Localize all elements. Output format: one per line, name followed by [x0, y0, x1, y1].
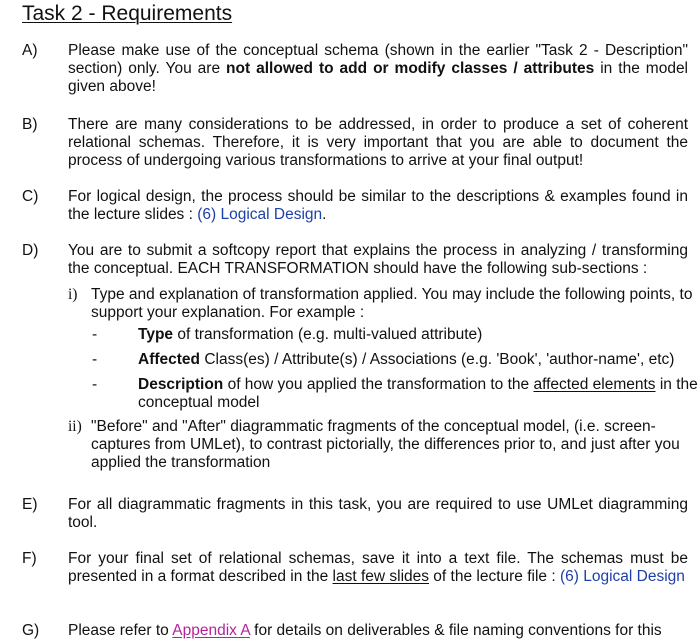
bold-emphasis: not allowed to add or modify classes / attributes — [226, 60, 595, 77]
requirement-g-text — [68, 622, 688, 640]
dash-marker: - — [92, 376, 98, 393]
roman-numeral: ii) — [68, 418, 82, 435]
appendix-a-link[interactable]: Appendix A — [172, 622, 250, 639]
bullet-text — [138, 351, 700, 369]
requirement-letter: F) — [22, 550, 37, 567]
dash-marker: - — [92, 326, 98, 343]
logical-design-link[interactable]: (6) Logical Design — [197, 206, 323, 223]
requirement-g-clipped — [22, 620, 692, 639]
requirement-f-text — [68, 550, 688, 586]
text-span: For your final set of relational schemas, save it into a text file. The schemas must be presented in a format described in the — [68, 550, 688, 585]
requirement-b-text: There are many considerations to be addressed, in order to produce a set of coherent relational schemas. Therefore, it is very important that you are able to document the process of undergoing various transformations to arrive at your final output! — [68, 116, 688, 169]
text-span: Please make use of the conceptual schema (shown in the earlier "Task 2 - Description" section) only. You are — [68, 42, 688, 77]
text-span: in the model given above! — [68, 60, 689, 95]
bold-emphasis: Description — [138, 376, 224, 393]
requirement-e-text: For all diagrammatic fragments in this task, you are required to use UMLet diagramming tool. — [68, 496, 688, 531]
roman-numeral: i) — [68, 286, 78, 303]
text-span: of how you applied the transformation to the — [223, 376, 534, 393]
logical-design-link[interactable]: (6) Logical Design — [559, 568, 685, 585]
sub-item-i-text: Type and explanation of transformation applied. You may include the following points, to support your explanation. For example : — [91, 286, 693, 321]
text-span: of the lecture file : — [429, 568, 560, 585]
requirement-letter: D) — [22, 242, 39, 259]
text-span: in the conceptual model — [138, 376, 698, 411]
text-span: . — [322, 206, 327, 223]
requirement-d-text: You are to submit a softcopy report that explains the process in analyzing / transforming the conceptual. EACH TRANSFORMATION should have the following sub-sections : — [68, 242, 688, 277]
bold-emphasis: Affected — [138, 351, 201, 368]
requirement-letter: G) — [22, 622, 40, 639]
text-span: of transformation (e.g. multi-valued attribute) — [173, 326, 483, 343]
underlined-text: affected elements — [533, 376, 656, 393]
bullet-text — [138, 376, 700, 412]
text-span: Class(es) / Attribute(s) / Associations (e.g. 'Book', 'author-name', etc) — [200, 351, 675, 368]
requirement-letter: E) — [22, 496, 38, 513]
text-span: For logical design, the process should be similar to the descriptions & examples found in the lecture slides : — [68, 188, 688, 223]
requirement-a-text — [68, 42, 688, 96]
page-title: Task 2 - Requirements — [22, 2, 233, 25]
text-span: Please refer to — [68, 622, 173, 639]
requirement-letter: B) — [22, 116, 38, 133]
requirement-c-text — [68, 188, 688, 224]
requirement-letter: A) — [22, 42, 38, 59]
text-span: for details on deliverables & file naming conventions for this — [249, 622, 662, 639]
dash-marker: - — [92, 351, 98, 368]
underlined-text: last few slides — [332, 568, 429, 585]
bold-emphasis: Type — [138, 326, 174, 343]
sub-item-ii-text: "Before" and "After" diagrammatic fragments of the conceptual model, (i.e. screen-captures from UMLet), to contrast pictorially, the differences prior to, and just after you applied the transformation — [91, 418, 680, 471]
requirement-letter: C) — [22, 188, 39, 205]
bullet-text — [138, 326, 700, 344]
